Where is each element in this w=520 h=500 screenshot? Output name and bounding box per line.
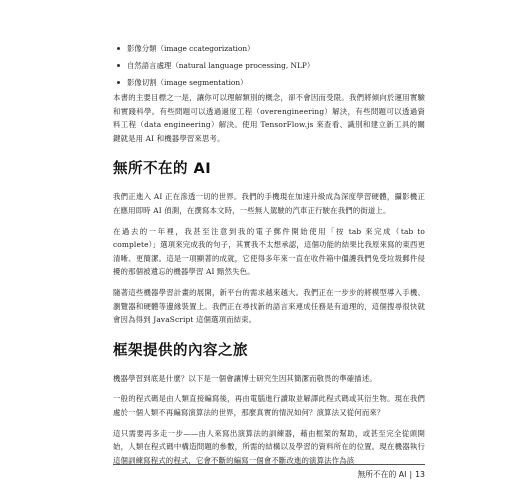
- paragraph: 隨著這些機器學習計畫的展開，新平台的需求越來越大。我們正在一步步的將模型導入手機、瀏覽器和硬體等邊緣裝置上。我們正在尋找新的語言來連成任務是有道理的，這個搜尋很快就會因為得到 JavaScript 這個選項而結束。: [113, 287, 425, 325]
- footer-running-head: [357, 469, 425, 480]
- page-content: [113, 40, 425, 474]
- intro-paragraph: 本書的主要目標之一是，讓你可以理解類別的概念，卻不會因而受限。我們將傾向於運用實驗和實踐科學。有些問題可以透過過度工程（overengineering）解決，有些問題可以透過資料工程（data engineering）解決。使用 TensorFlow.js 來查看、識別和建立新工具的關鍵就是用 AI 和機器學習來思考。: [113, 93, 425, 143]
- paragraph: 這只需要再多走一步——由人來寫出演算法的訓練器，藉由框架的幫助，或甚至完全從頭開始，人類在程式碼中構造問題的參數，所需的結構以及學習的資料所在的位置。現在機器執行這個訓練寫程式的程式，它會不斷的編寫一個會不斷改進的演算法作為該: [113, 428, 425, 465]
- section-heading-ai-everywhere: 無所不在的 AI: [113, 161, 212, 178]
- paragraph: 機器學習到底是什麼？以下是一個會讓博士研究生因其簡潔而敬畏的準確描述。: [113, 373, 377, 383]
- section-heading-framework-tour: 框架提供的內容之旅: [113, 342, 248, 359]
- topic-bullet-list: [113, 40, 425, 91]
- footer-separator: |: [409, 470, 413, 479]
- page-number: 13: [415, 470, 425, 479]
- paragraph: 我們正進入 AI 正在滲透一切的世界。我們的手機現在加速升級成為深度學習硬體，攝影機正在應用即時 AI 偵測，在撰寫本文時，一些無人駕駛的汽車正行駛在我們的街道上。: [113, 192, 425, 215]
- paragraph: 在過去的一年裡，我甚至注意到我的電子郵件開始使用「按 tab 來完成（tab to complete）」選項來完成我的句子，其實我不太想承認，這個功能的結果比我原來寫的東西更清晰、更簡潔。這是一項顯著的成就，它使得多年來一直在收件箱中僵護我們免受垃圾郵件侵擾的那個被遺忘的機器學習 AI 黯然失色。: [113, 226, 425, 277]
- bullet-image-segmentation: 影像切割（image segmentation）: [113, 74, 425, 91]
- bullet-image-categorization: 影像分類（image ccategorization）: [113, 40, 425, 57]
- footer-chapter-title: 無所不在的 AI: [357, 470, 407, 479]
- paragraph: 一般的程式碼是由人類直接編寫後，再由電腦進行讀取並解譯此程式碼或其衍生物。現在我們處於一個人類不再編寫演算法的世界，那麼真實的情況如何？演算法又從何而來？: [113, 394, 425, 417]
- page-footer: [113, 464, 425, 479]
- bullet-nlp: 自然語言處理（natural language processing, NLP）: [113, 57, 425, 74]
